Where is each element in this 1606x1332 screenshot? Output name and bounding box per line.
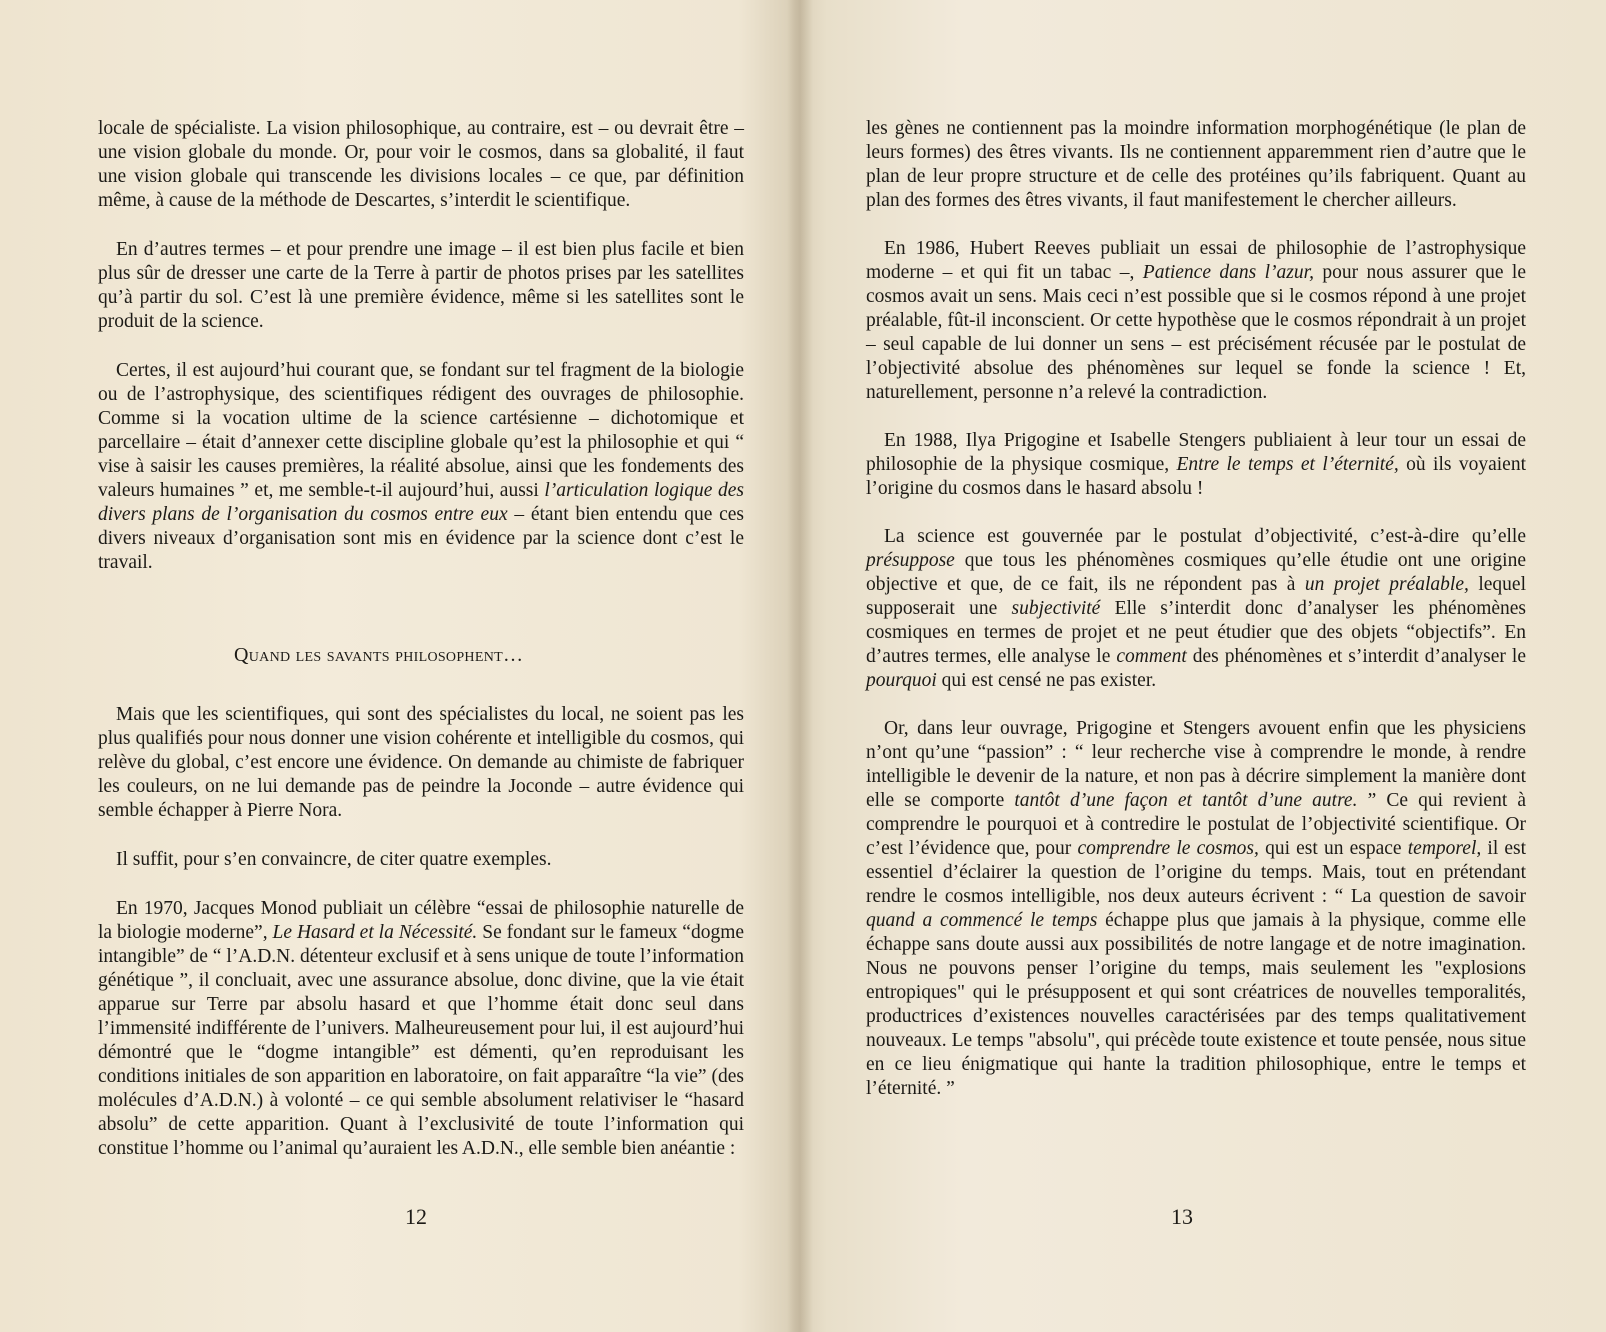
text-run: il est essentiel d’éclairer la question de l’origine du temps. Mais, tout en prétendant rendre le cosmos intelligible, nos deux auteurs écrivent : “ La question de savoir bbox=[866, 838, 1527, 907]
italic-text: pourquoi bbox=[866, 670, 937, 691]
italic-text: Entre le temps et l’éternité, bbox=[1176, 454, 1399, 475]
text-run: lequel supposerait une bbox=[866, 574, 1526, 619]
right-page bbox=[806, 0, 1606, 1332]
italic-text: temporel, bbox=[1407, 838, 1482, 859]
text-run: ” Ce qui revient à comprendre le pourquoi et à contredire le postulat de l’objectivité scientifique. Or c’est l’évidence que, pour bbox=[866, 790, 1527, 859]
text-run: pour nous assurer que le cosmos avait un sens. Mais ceci n’est possible que si le cosmos répond à une projet préalable, fût-il inconscient. Or cette hypothèse que le cosmos répondrait à un projet – seul capable de lui donner un sens – est précisément récusée par le postulat de l’objectivité absolue des phénomènes sur lequel se fonde la science ! Et, naturellement, personne n’a relevé la contradiction. bbox=[866, 262, 1527, 403]
paragraph: les gènes ne contiennent pas la moindre information morphogénétique (le plan de leurs formes) des êtres vivants. Ils ne contiennent apparemment rien d’autre que le plan de leur propre structure et de celle des protéines qu’ils fabriquent. Quant au plan des formes des êtres vivants, il faut manifestement le chercher ailleurs. bbox=[866, 118, 1526, 211]
italic-text: l’articulation logique des divers plans de l’organisation du cosmos entre eux bbox=[98, 480, 744, 525]
paragraph: Mais que les scientifiques, qui sont des spécialistes du local, ne soient pas les plus qualifiés pour nous donner une vision cohérente et intelligible du cosmos, qui relève du global, c’est encore une évidence. On demande au chimiste de fabriquer les couleurs, on ne lui demande pas de peindre la Joconde – autre évidence qui semble échapper à Pierre Nora. bbox=[98, 704, 744, 821]
italic-text: un projet préalable, bbox=[1304, 574, 1469, 595]
text-run: – étant bien entendu que ces divers niveaux d’organisation sont mis en évidence par la science dont c’est le travail. bbox=[98, 504, 744, 573]
paragraph bbox=[866, 525, 1526, 693]
text-run: En 1986, Hubert Reeves publiait un essai de philosophie de l’astrophysique moderne – et qui fit un tabac –, bbox=[866, 238, 1526, 283]
text-run: Or, dans leur ouvrage, Prigogine et Stengers avouent enfin que les physiciens n’ont qu’une “passion” : “ leur recherche vise à comprendre le monde, à rendre intelligible le devenir de la nature, et non pas à décrire simplement la manière dont elle se comporte bbox=[866, 718, 1526, 811]
paragraph bbox=[98, 897, 744, 1161]
paragraph bbox=[866, 429, 1526, 501]
text-run: Elle s’interdit donc d’analyser les phénomènes cosmiques en termes de projet et ne peut étudier que des objets “objectifs”. En d’autres termes, elle analyse le bbox=[866, 598, 1527, 667]
paragraph: Il suffit, pour s’en convaincre, de citer quatre exemples. bbox=[116, 849, 552, 870]
text-run: qui est censé ne pas exister. bbox=[941, 670, 1157, 691]
text-run: que tous les phénomènes cosmiques qu’elle étudie ont une origine objective et que, de ce fait, ils ne répondent pas à bbox=[866, 550, 1527, 595]
italic-text: subjectivité bbox=[1011, 598, 1101, 619]
italic-text: présuppose bbox=[866, 550, 955, 571]
paragraph bbox=[866, 237, 1526, 405]
left-page bbox=[0, 0, 800, 1332]
section-heading: Quand les savants philosophent… bbox=[234, 644, 524, 666]
paragraph: En d’autres termes – et pour prendre une image – il est bien plus facile et bien plus sûr de dresser une carte de la Terre à partir de photos prises par les satellites qu’à partir du sol. C’est là une première évidence, même si les satellites sont le produit de la science. bbox=[98, 239, 744, 332]
right-text-column bbox=[866, 117, 1526, 1101]
page-number: 12 bbox=[405, 1204, 427, 1229]
text-run: En 1988, Ilya Prigogine et Isabelle Stengers publiaient à leur tour un essai de philosophie de la physique cosmique, bbox=[866, 430, 1526, 475]
italic-text: tantôt d’une façon et tantôt d’une autre. bbox=[1014, 790, 1358, 811]
text-run: échappe plus que jamais à la physique, comme elle échappe sans doute aussi aux possibilités de notre langage et de notre imagination. Nous ne pouvons penser l’origine du temps, mais seulement les "explosions entropiques" qui le présupposent et qui sont créatrices de nouvelles temporalités, productrices d’existences nouvelles caractérisées par des temps qualitativement nouveaux. Le temps "absolu", qui précède toute existence et toute pensée, nous situe en ce lieu énigmatique qui hante la tradition philosophique, entre le temps et l’éternité. ” bbox=[866, 910, 1526, 1099]
text-run: des phénomènes et s’interdit d’analyser le bbox=[1192, 646, 1526, 667]
paragraph bbox=[98, 359, 744, 575]
italic-text: comprendre le cosmos, bbox=[1077, 838, 1259, 859]
text-run: La science est gouvernée par le postulat d’objectivité, c’est-à-dire qu’elle bbox=[884, 526, 1526, 547]
text-run: Se fondant sur le fameux “dogme intangible” de “ l’A.D.N. détenteur exclusif et à sens unique de toute l’information génétique ”, il concluait, avec une assurance absolue, donc divine, que la vie était apparue sur Terre par absolu hasard et que l’homme était donc seul dans l’immensité indifférente de l’univers. Malheureusement pour lui, il est aujourd’hui démontré que le “dogme intangible” est démenti, qu’en reproduisant les conditions initiales de son apparition en laboratoire, on fait apparaître “la vie” (des molécules d’A.D.N.) à volonté – ce qui semble absolument relativiser le “hasard absolu” de cette apparition. Quant à l’exclusivité de toute l’information qui constitue l’homme ou l’animal qu’auraient les A.D.N., elle semble bien anéantie : bbox=[98, 922, 745, 1159]
paragraph: locale de spécialiste. La vision philosophique, au contraire, est – ou devrait être – une vision globale du monde. Or, pour voir le cosmos, dans sa globalité, il faut une vision globale qui transcende les divisions locales – ce que, par définition même, à cause de la méthode de Descartes, s’interdit le scientifique. bbox=[98, 118, 744, 211]
text-run: où ils voyaient l’origine du cosmos dans le hasard absolu ! bbox=[866, 454, 1526, 499]
paragraph bbox=[866, 717, 1526, 1101]
page-number: 13 bbox=[1171, 1204, 1193, 1229]
text-run: En 1970, Jacques Monod publiait un célèbre “essai de philosophie naturelle de la biologie moderne”, bbox=[98, 898, 744, 943]
italic-text: quand a commencé le temps bbox=[866, 910, 1098, 931]
italic-text: Le Hasard et la Nécessité. bbox=[272, 922, 478, 943]
left-text-column bbox=[98, 117, 744, 1161]
text-run: Certes, il est aujourd’hui courant que, se fondant sur tel fragment de la biologie ou de l’astrophysique, des scientifiques rédigent des ouvrages de philosophie. Comme si la vocation ultime de la science cartésienne – dichotomique et parcellaire – était d’annexer cette discipline globale qu’est la philosophie et qui “ vise à saisir les causes premières, la réalité absolue, ainsi que les fondements des valeurs humaines ” et, me semble-t-il aujourd’hui, aussi bbox=[98, 360, 744, 501]
italic-text: Patience dans l’azur, bbox=[1142, 262, 1314, 283]
italic-text: comment bbox=[1116, 646, 1187, 667]
text-run: qui est un espace bbox=[1265, 838, 1402, 859]
